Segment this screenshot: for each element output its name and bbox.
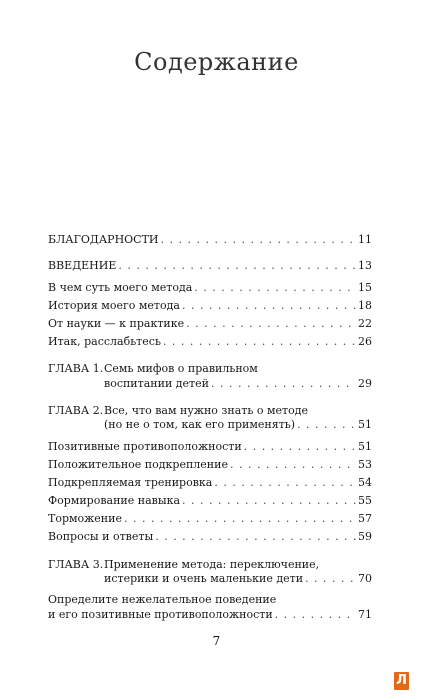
chapter-number: ГЛАВА 1. (48, 362, 104, 375)
toc-entry[interactable] (48, 259, 372, 273)
toc-entry-page: 53 (358, 458, 372, 471)
toc-entry-label: Положительное подкрепление (48, 458, 228, 471)
chapter-number: ГЛАВА 3. (48, 558, 104, 571)
toc-entry-label: Определите нежелательное поведение (48, 593, 277, 606)
leader-dots (297, 418, 356, 432)
leader-dots (182, 494, 356, 508)
toc-entry-page: 55 (358, 494, 372, 507)
leader-dots (230, 458, 356, 472)
leader-dots (118, 259, 356, 273)
toc-entry-label: Позитивные противоположности (48, 440, 242, 453)
chapter-title-line: воспитании детей (104, 377, 209, 390)
toc-entry-page: 26 (358, 335, 372, 348)
toc-entry-page: 13 (358, 259, 372, 272)
chapter-entry[interactable] (104, 572, 372, 586)
toc-entry-label: и его позитивные противоположности (48, 608, 273, 621)
leader-dots (194, 281, 356, 295)
toc-entry[interactable] (48, 494, 372, 508)
leader-dots (211, 377, 356, 391)
page-title: Содержание (134, 48, 299, 76)
chapter-title-line: Все, что вам нужно знать о методе (104, 404, 309, 417)
toc-entry-label: Формирование навыка (48, 494, 181, 507)
toc-entry[interactable] (48, 476, 372, 490)
toc-entry-page: 18 (358, 299, 372, 312)
leader-dots (124, 512, 356, 526)
toc-entry[interactable] (48, 317, 372, 331)
toc-entry[interactable] (48, 608, 372, 622)
chapter-entry[interactable] (104, 418, 372, 432)
toc-entry-page: 70 (358, 572, 372, 585)
toc-entry-label: История моего метода (48, 299, 180, 312)
toc-entry-page: 22 (358, 317, 372, 330)
chapter-entry[interactable] (104, 377, 372, 391)
toc-entry-label: Итак, расслабьтесь (48, 335, 161, 348)
chapter-title-line: Применение метода: переключение, (104, 558, 320, 571)
toc-entry-page: 57 (358, 512, 372, 525)
leader-dots (155, 530, 356, 544)
chapter-title-line: (но не о том, как его применять) (104, 418, 296, 431)
toc-entry-page: 11 (358, 233, 372, 246)
toc-entry[interactable] (48, 512, 372, 526)
toc-entry-page: 51 (358, 418, 372, 431)
leader-dots (244, 440, 356, 454)
leader-dots (163, 335, 356, 349)
chapter-title-line: Семь мифов о правильном (104, 362, 258, 375)
chapter-number: ГЛАВА 2. (48, 404, 104, 417)
toc-entry-label: Торможение (48, 512, 122, 525)
toc-entry-label: ВВЕДЕНИЕ (48, 259, 117, 272)
leader-dots (186, 317, 356, 331)
toc-entry[interactable] (48, 233, 372, 247)
toc-entry[interactable] (48, 299, 372, 313)
toc-entry-page: 54 (358, 476, 372, 489)
toc-entry-label: Подкрепляемая тренировка (48, 476, 213, 489)
toc-entry[interactable] (48, 530, 372, 544)
publisher-logo-icon: Л (394, 672, 409, 690)
toc-entry-page: 29 (358, 377, 372, 390)
toc-entry-page: 71 (358, 608, 372, 621)
toc-entry-page: 15 (358, 281, 372, 294)
toc-entry-page: 59 (358, 530, 372, 543)
toc-entry-label: От науки — к практике (48, 317, 185, 330)
toc-entry-label: Вопросы и ответы (48, 530, 154, 543)
page-number: 7 (212, 634, 221, 648)
leader-dots (275, 608, 356, 622)
toc-entry[interactable] (48, 281, 372, 295)
leader-dots (182, 299, 356, 313)
leader-dots (214, 476, 356, 490)
toc-entry-page: 51 (358, 440, 372, 453)
toc-entry[interactable] (48, 458, 372, 472)
leader-dots (161, 233, 356, 247)
toc-entry[interactable] (48, 440, 372, 454)
toc-entry-label: БЛАГОДАРНОСТИ (48, 233, 159, 246)
toc-entry[interactable] (48, 335, 372, 349)
toc-entry-label: В чем суть моего метода (48, 281, 193, 294)
chapter-title-line: истерики и очень маленькие дети (104, 572, 304, 585)
leader-dots (305, 572, 356, 586)
